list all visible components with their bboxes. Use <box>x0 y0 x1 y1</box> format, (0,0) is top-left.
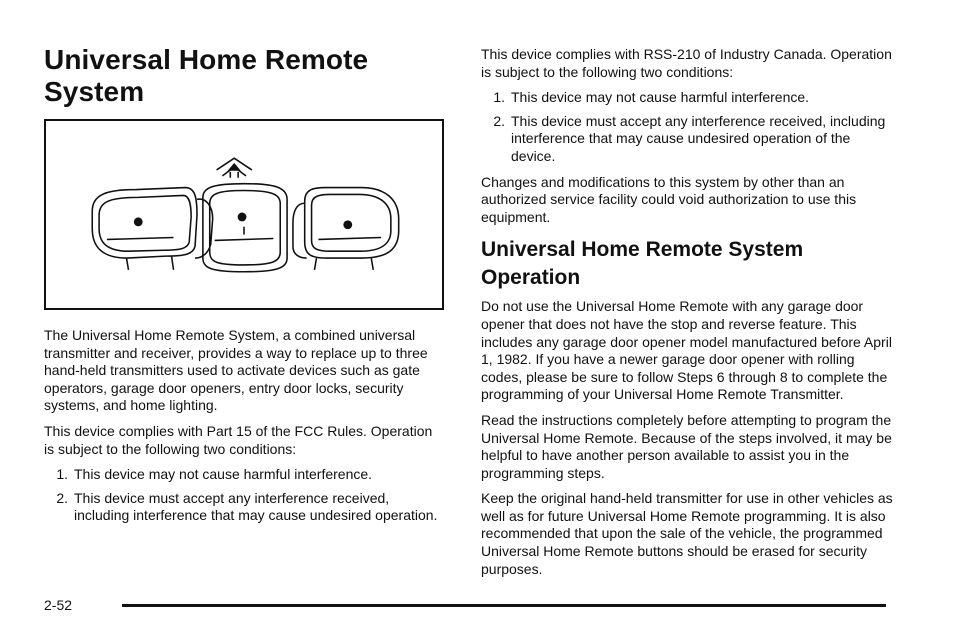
footer-rule <box>122 604 886 607</box>
left-remote-button <box>92 188 212 270</box>
left-body <box>44 327 446 533</box>
list-item <box>481 113 893 166</box>
intro-paragraph: The Universal Home Remote System, a combined universal transmitter and receiver, provides a way to replace up to three hand-held transmitters used to activate devices such as gate operators, garage door openers, entry door locks, security systems, and home lighting. <box>44 327 428 414</box>
list-text: This device may not cause harmful interference. <box>511 89 810 106</box>
page-number: 2-52 <box>44 597 73 613</box>
list-item <box>44 466 446 484</box>
fcc-conditions-list <box>44 466 446 525</box>
remote-buttons-drawing <box>46 121 442 308</box>
middle-button-dot <box>238 213 247 222</box>
changes-paragraph: Changes and modifications to this system by other than an authorized service facility could void authorization to use this equipment. <box>481 173 857 225</box>
right-body <box>481 46 893 586</box>
rss-paragraph: This device complies with RSS-210 of Industry Canada. Operation is subject to the following two conditions: <box>481 46 892 80</box>
left-button-dot <box>134 217 143 226</box>
page-title: Universal Home Remote System <box>44 44 369 107</box>
list-text: This device must accept any interference received, including interference that may cause undesired operation of the device. <box>511 112 886 164</box>
list-text: This device must accept any interference received, including interference that may cause undesired operation. <box>74 489 438 524</box>
list-number: 2. <box>493 112 505 129</box>
home-icon <box>217 158 252 178</box>
remote-buttons-illustration <box>44 119 444 310</box>
list-item <box>481 89 893 107</box>
right-button-dot <box>343 220 352 229</box>
list-number: 1. <box>56 466 68 483</box>
operation-paragraph-3: Keep the original hand-held transmitter for use in other vehicles as well as for future Universal Home Remote programming. It is also recommended that upon the sale of the vehicle, the programmed Universal Home Remote buttons should be erased for security purposes. <box>481 490 893 577</box>
list-number: 2. <box>56 489 68 506</box>
operation-paragraph-1: Do not use the Universal Home Remote with any garage door opener that does not have the stop and reverse feature. This includes any garage door opener model manufactured before April 1, 1982. If you have a newer garage door opener with rolling codes, please be sure to follow Steps 6 through 8 to complete the programming of your Universal Home Remote Transmitter. <box>481 298 892 403</box>
list-text: This device may not cause harmful interference. <box>74 466 373 483</box>
list-item <box>44 490 446 525</box>
middle-remote-button <box>203 184 287 272</box>
list-number: 1. <box>493 89 505 106</box>
operation-paragraph-2: Read the instructions completely before attempting to program the Universal Home Remote. Because of the steps involved, it may be helpful to have another person available to assist you in the programming steps. <box>481 411 892 481</box>
section-heading: Universal Home Remote System Operation <box>481 238 804 290</box>
fcc-paragraph: This device complies with Part 15 of the FCC Rules. Operation is subject to the following two conditions: <box>44 422 433 457</box>
rss-conditions-list <box>481 89 893 165</box>
